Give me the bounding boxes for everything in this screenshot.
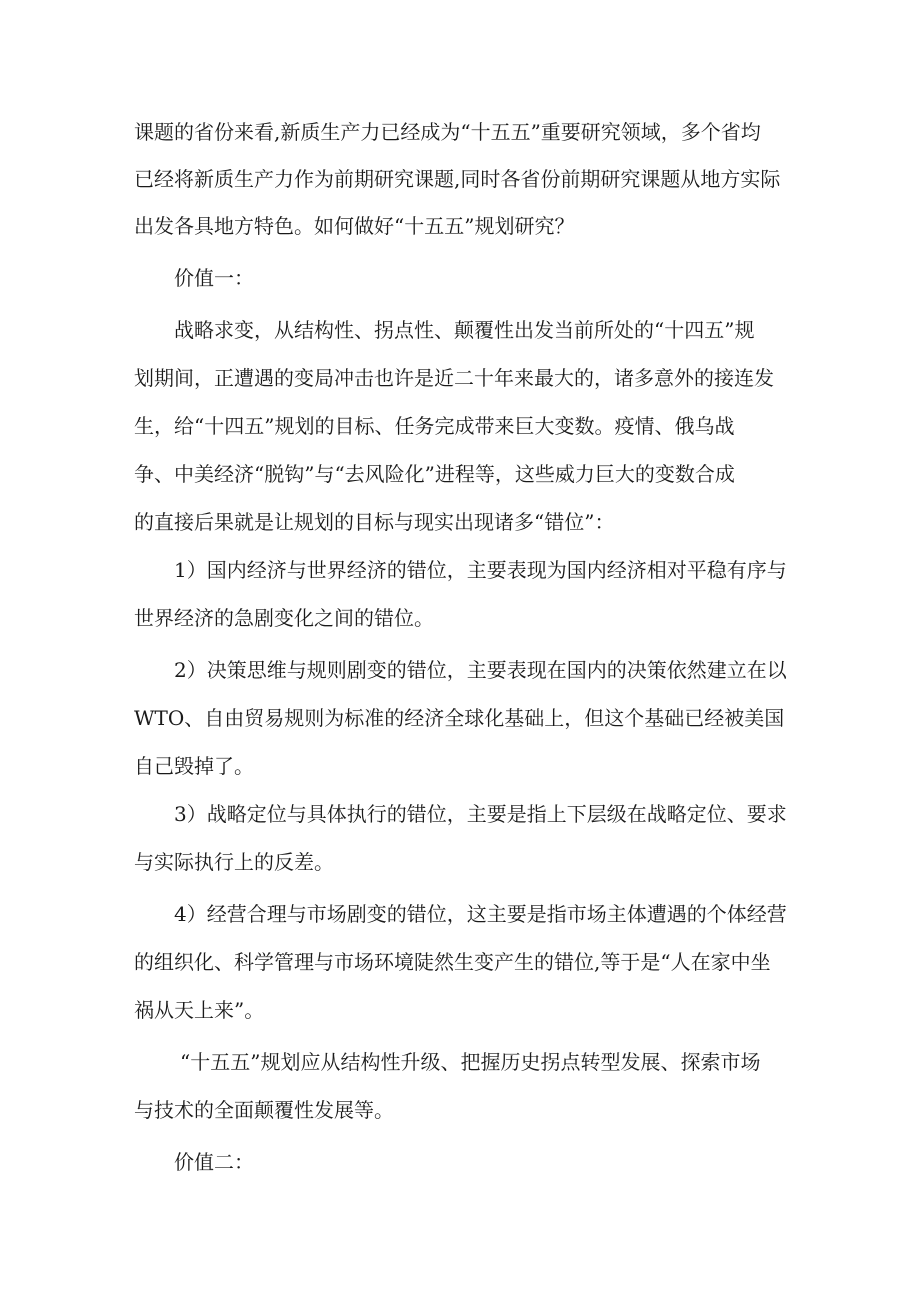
- list-item-1: 1）国内经济与世界经济的错位，主要表现为国内经济相对平稳有序与: [174, 558, 787, 582]
- section-heading: 价值一：: [174, 266, 254, 290]
- text-line: 已经将新质生产力作为前期研究课题,同时各省份前期研究课题从地方实际: [134, 167, 781, 191]
- text-line: 出发各具地方特色。如何做好“十五五”规划研究？: [134, 214, 575, 238]
- text-line: 课题的省份来看,新质生产力已经成为“十五五”重要研究领域，多个省均: [134, 120, 761, 144]
- text-line: 与实际执行上的反差。: [134, 850, 334, 874]
- paragraph-first-line: “十五五”规划应从结构性升级、把握历史拐点转型发展、探索市场: [180, 1050, 761, 1074]
- list-item-3: 3）战略定位与具体执行的错位，主要是指上下层级在战略定位、要求: [174, 802, 787, 826]
- text-line: 自己毁掉了。: [134, 754, 254, 778]
- list-item-4: 4）经营合理与市场剧变的错位，这主要是指市场主体遭遇的个体经营: [174, 902, 787, 926]
- text-line: 世界经济的急剧变化之间的错位。: [134, 606, 434, 630]
- list-item-2: 2）决策思维与规则剧变的错位，主要表现在国内的决策依然建立在以: [174, 658, 787, 682]
- text-line: 生，给“十四五”规划的目标、任务完成带来巨大变数。疫情、俄乌战: [134, 414, 735, 438]
- text-line: 的组织化、科学管理与市场环境陡然生变产生的错位,等于是“人在家中坐: [134, 950, 771, 974]
- section-heading: 价值二：: [174, 1150, 254, 1174]
- text-line: WTO、自由贸易规则为标准的经济全球化基础上，但这个基础已经被美国: [134, 706, 785, 730]
- paragraph-first-line: 战略求变，从结构性、拐点性、颠覆性出发当前所处的“十四五”规: [174, 318, 755, 342]
- text-line: 划期间，正遭遇的变局冲击也许是近二十年来最大的，诸多意外的接连发: [134, 366, 774, 390]
- text-line: 与技术的全面颠覆性发展等。: [134, 1098, 394, 1122]
- text-line: 祸从天上来”。: [134, 998, 265, 1022]
- text-line: 的直接后果就是让规划的目标与现实出现诸多“错位”：: [134, 510, 615, 534]
- text-line: 争、中美经济“脱钩”与“去风险化”进程等，这些威力巨大的变数合成: [134, 462, 735, 486]
